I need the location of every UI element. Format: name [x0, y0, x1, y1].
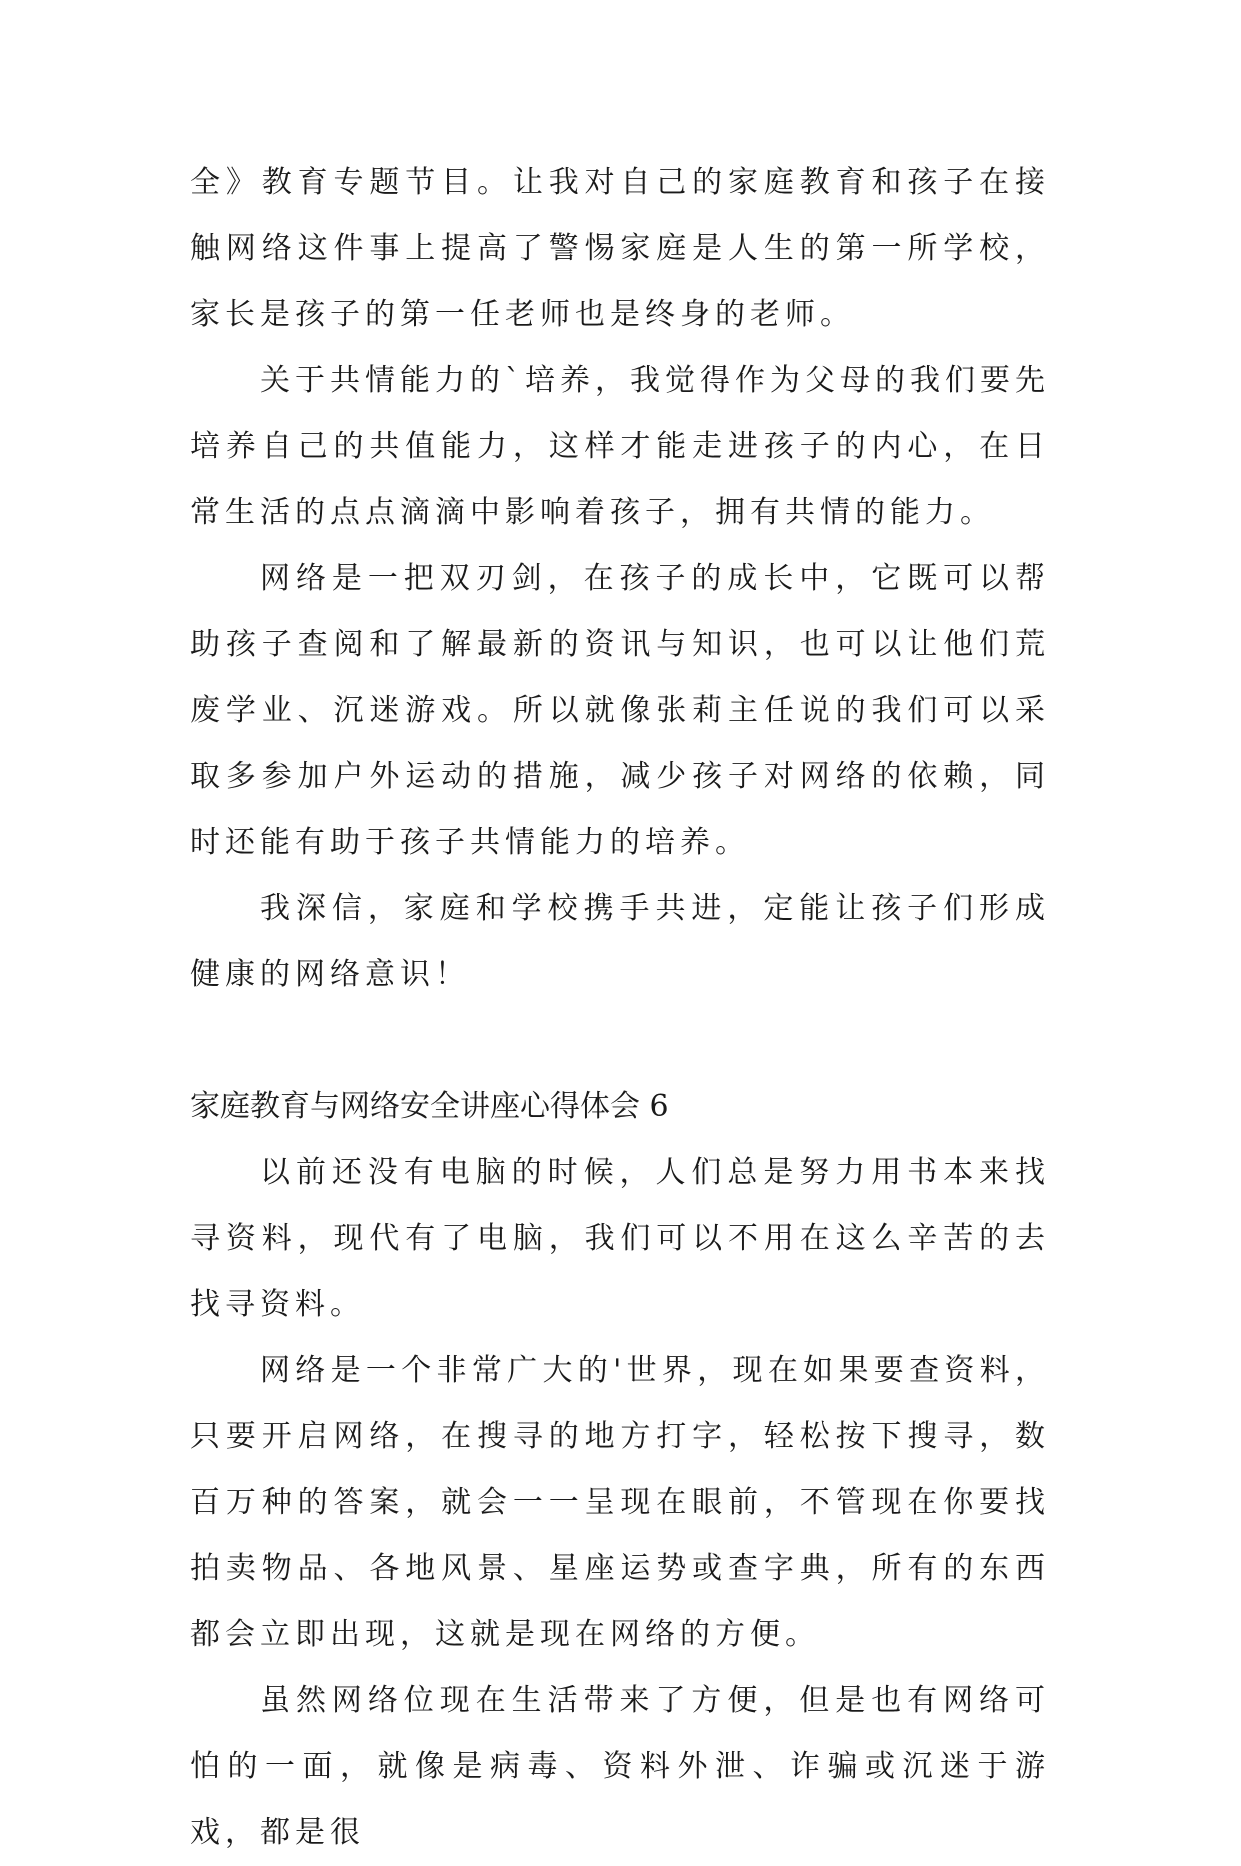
paragraph-conclusion: 我深信，家庭和学校携手共进，定能让孩子们形成健康的网络意识！	[190, 891, 1050, 992]
document-body	[190, 150, 1050, 1866]
paragraph-network-world: 网络是一个非常广大的'世界，现在如果要查资料，只要开启网络，在搜寻的地方打字，轻松按下搜寻，数百万种的答案，就会一一呈现在眼前，不管现在你要找拍卖物品、各地风景、星座运势或查字典，所有的东西都会立即出现，这就是现在网络的方便。	[190, 1353, 1050, 1652]
section-title: 家庭教育与网络安全讲座心得体会 6	[190, 1089, 669, 1124]
paragraph-before-computers: 以前还没有电脑的时候，人们总是努力用书本来找寻资料，现代有了电脑，我们可以不用在这么辛苦的去找寻资料。	[190, 1155, 1050, 1322]
paragraph-continuation: 全》教育专题节目。让我对自己的家庭教育和孩子在接触网络这件事上提高了警惕家庭是人生的第一所学校，家长是孩子的第一任老师也是终身的老师。	[190, 165, 1050, 332]
paragraph-network-dangers: 虽然网络位现在生活带来了方便，但是也有网络可怕的一面，就像是病毒、资料外泄、诈骗或沉迷于游戏，都是很	[190, 1683, 1050, 1850]
paragraph-double-edged-sword: 网络是一把双刃剑，在孩子的成长中，它既可以帮助孩子查阅和了解最新的资讯与知识，也可以让他们荒废学业、沉迷游戏。所以就像张莉主任说的我们可以采取多参加户外运动的措施，减少孩子对网络的依赖，同时还能有助于孩子共情能力的培养。	[190, 561, 1050, 860]
paragraph-empathy: 关于共情能力的`培养，我觉得作为父母的我们要先培养自己的共值能力，这样才能走进孩子的内心，在日常生活的点点滴滴中影响着孩子，拥有共情的能力。	[190, 363, 1050, 530]
